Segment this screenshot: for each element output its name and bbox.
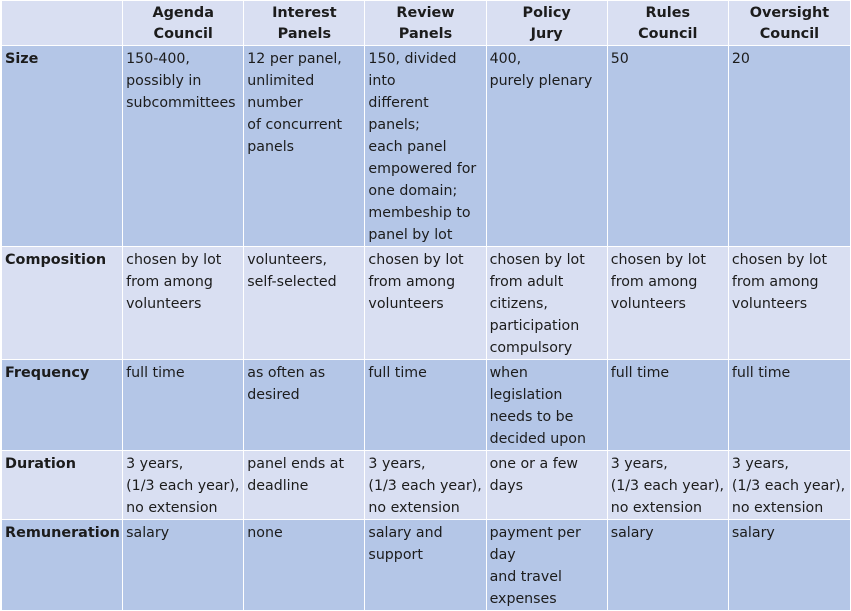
table-row: [2, 360, 850, 450]
row-header: Composition: [2, 247, 122, 359]
column-header: Rules Council: [608, 1, 728, 45]
table-cell: salary: [608, 520, 728, 610]
column-header: Review Panels: [365, 1, 485, 45]
table-cell: full time: [729, 360, 850, 450]
table-cell: 3 years, (1/3 each year), no extension: [123, 451, 243, 519]
table-cell: 3 years, (1/3 each year), no extension: [608, 451, 728, 519]
table-cell: panel ends at deadline: [244, 451, 364, 519]
table-cell: salary: [729, 520, 850, 610]
table-cell: chosen by lot from among volunteers: [729, 247, 850, 359]
table-row: [2, 451, 850, 519]
column-header: Agenda Council: [123, 1, 243, 45]
table-cell: when legislation needs to be decided upon: [487, 360, 607, 450]
row-header: Remuneration: [2, 520, 122, 610]
comparison-table: [1, 0, 851, 611]
corner-cell: [2, 1, 122, 45]
table-cell: one or a few days: [487, 451, 607, 519]
row-header: Size: [2, 46, 122, 246]
table-cell: full time: [123, 360, 243, 450]
header-row: [2, 1, 850, 45]
table-cell: full time: [608, 360, 728, 450]
table-cell: 12 per panel, unlimited number of concurrent panels: [244, 46, 364, 246]
table-cell: 400, purely plenary: [487, 46, 607, 246]
column-header: Oversight Council: [729, 1, 850, 45]
table-cell: none: [244, 520, 364, 610]
table-cell: chosen by lot from among volunteers: [608, 247, 728, 359]
table-cell: salary: [123, 520, 243, 610]
table-cell: volunteers, self-selected: [244, 247, 364, 359]
table-cell: 50: [608, 46, 728, 246]
row-header: Frequency: [2, 360, 122, 450]
table-cell: 150-400, possibly in subcommittees: [123, 46, 243, 246]
column-header: Interest Panels: [244, 1, 364, 45]
table-cell: 150, divided into different panels; each panel empowered for one domain; membeship to panel by lot: [365, 46, 485, 246]
table-cell: salary and support: [365, 520, 485, 610]
table-cell: full time: [365, 360, 485, 450]
table-cell: as often as desired: [244, 360, 364, 450]
table-cell: chosen by lot from among volunteers: [123, 247, 243, 359]
column-header: Policy Jury: [487, 1, 607, 45]
table-row: [2, 247, 850, 359]
row-header: Duration: [2, 451, 122, 519]
table-row: [2, 520, 850, 610]
table-cell: 3 years, (1/3 each year), no extension: [729, 451, 850, 519]
table-cell: chosen by lot from among volunteers: [365, 247, 485, 359]
table-cell: 3 years, (1/3 each year), no extension: [365, 451, 485, 519]
table-row: [2, 46, 850, 246]
table-cell: 20: [729, 46, 850, 246]
table-cell: chosen by lot from adult citizens, participation compulsory: [487, 247, 607, 359]
table-cell: payment per day and travel expenses: [487, 520, 607, 610]
